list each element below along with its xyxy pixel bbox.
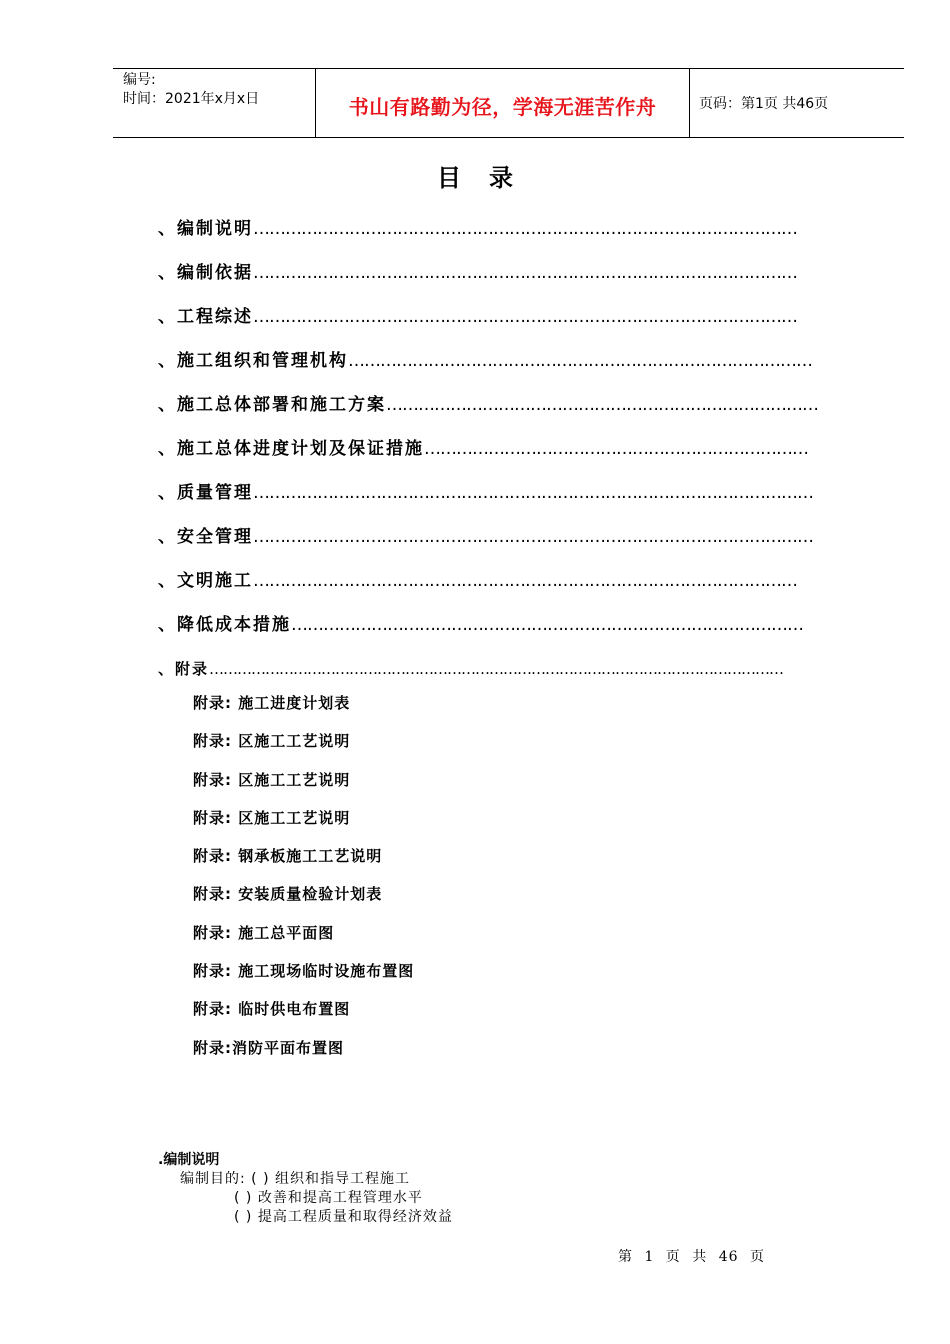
document-date-label: 时间：2021年x月x日	[123, 91, 260, 107]
appendix-item[interactable]: 附录:消防平面布置图	[193, 1038, 344, 1057]
page-header	[113, 68, 904, 138]
header-motto-cell	[316, 69, 690, 137]
header-page-cell	[690, 69, 904, 137]
document-number-label: 编号:	[123, 72, 156, 88]
toc-entry-label: 、质量管理	[158, 483, 253, 503]
toc-entry-label: 、编制依据	[158, 263, 253, 283]
section-heading: .编制说明	[158, 1152, 220, 1168]
toc-leader-dots: ………………………………………………………………	[424, 439, 808, 459]
toc-entry-label: 、文明施工	[158, 571, 253, 591]
toc-leader-dots: ……………………………………………………………………………………	[291, 615, 803, 635]
purpose-item: ( ) 提高工程质量和取得经济效益	[234, 1209, 453, 1225]
toc-leader-dots: ……………………………………………………………………………………………………………	[209, 660, 784, 678]
toc-entry[interactable]	[158, 655, 818, 695]
appendix-item[interactable]: 附录: 区施工工艺说明	[193, 770, 351, 789]
toc-entry[interactable]	[158, 259, 818, 303]
toc-entry[interactable]	[158, 567, 818, 611]
toc-leader-dots: …………………………………………………………………………………………	[253, 263, 797, 283]
toc-entry[interactable]	[158, 611, 818, 655]
toc-entry[interactable]	[158, 523, 818, 567]
appendix-item[interactable]: 附录: 施工进度计划表	[193, 694, 351, 712]
toc-leader-dots: ………………………………………………………………………	[386, 395, 818, 415]
appendix-item[interactable]: 附录: 区施工工艺说明	[193, 808, 351, 827]
appendix-item[interactable]: 附录: 区施工工艺说明	[193, 732, 351, 751]
toc-entry-label: 、施工总体部署和施工方案	[158, 395, 386, 415]
toc-leader-dots: …………………………………………………………………………………………	[253, 219, 797, 239]
section-compilation-notes	[158, 1151, 453, 1225]
header-motto: 书山有路勤为径，学海无涯苦作舟	[348, 95, 657, 119]
toc-entry[interactable]	[158, 479, 818, 523]
appendix-item[interactable]: 附录: 施工现场临时设施布置图	[193, 962, 415, 981]
toc-entry-label: 、施工组织和管理机构	[158, 351, 348, 371]
purpose-label: 编制目的:	[180, 1171, 252, 1187]
appendix-list	[193, 690, 414, 1073]
toc-entry[interactable]	[158, 391, 818, 435]
toc-entry-label: 、降低成本措施	[158, 615, 291, 635]
header-meta-cell	[113, 69, 316, 137]
toc-entry[interactable]	[158, 347, 818, 391]
toc-leader-dots: …………………………………………………………………………………………	[253, 307, 797, 327]
appendix-item[interactable]: 附录: 钢承板施工工艺说明	[193, 847, 383, 866]
toc-entry-label: 、工程综述	[158, 307, 253, 327]
toc-entry-label: 、附录	[158, 660, 210, 678]
appendix-item[interactable]: 附录: 安装质量检验计划表	[193, 885, 383, 904]
page-footer: 第 1 页 共 46 页	[618, 1249, 765, 1265]
appendix-item[interactable]: 附录: 临时供电布置图	[193, 1000, 351, 1019]
header-page-info: 页码：第1页 共46页	[699, 96, 829, 112]
toc-title: 目录	[437, 164, 541, 192]
purpose-line	[180, 1170, 410, 1189]
toc-leader-dots: ……………………………………………………………………………………………	[253, 527, 813, 547]
appendix-item[interactable]: 附录: 施工总平面图	[193, 923, 335, 942]
toc-entry-label: 、安全管理	[158, 527, 253, 547]
toc-leader-dots: ……………………………………………………………………………	[348, 351, 812, 371]
purpose-item: ( ) 组织和指导工程施工	[251, 1171, 410, 1187]
toc-entry[interactable]	[158, 435, 818, 479]
toc-entry-label: 、施工总体进度计划及保证措施	[158, 439, 424, 459]
toc-entry-label: 、编制说明	[158, 219, 253, 239]
toc-leader-dots: ……………………………………………………………………………………………	[253, 483, 813, 503]
toc-entry[interactable]	[158, 215, 818, 259]
toc-entry[interactable]	[158, 303, 818, 347]
table-of-contents	[158, 215, 818, 695]
toc-leader-dots: …………………………………………………………………………………………	[253, 571, 797, 591]
purpose-item: ( ) 改善和提高工程管理水平	[234, 1190, 423, 1206]
